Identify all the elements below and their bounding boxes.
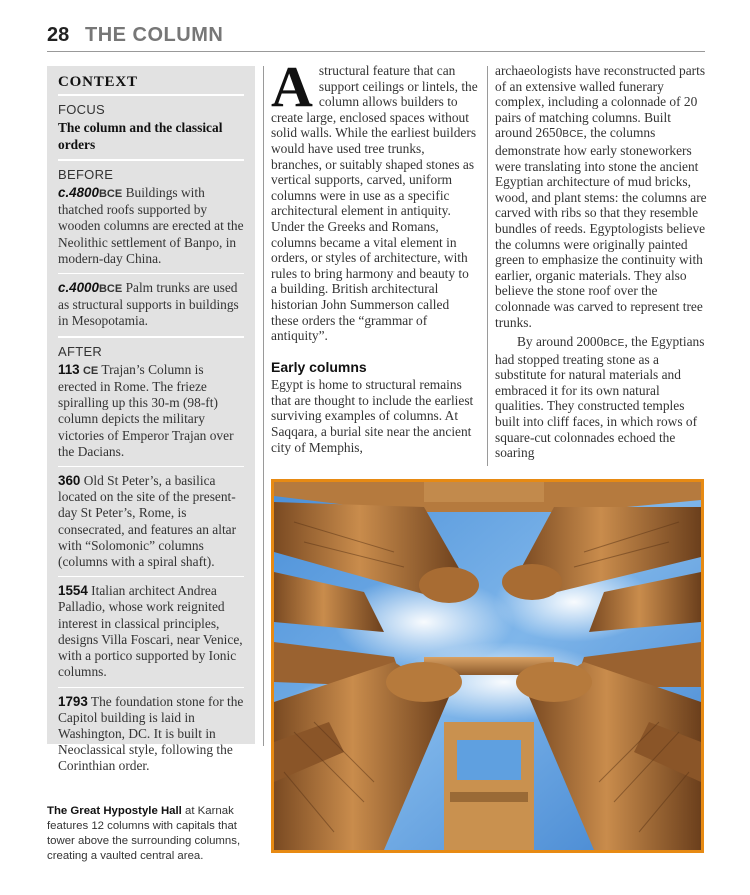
entry-era: CE [82,364,99,377]
columns-illustration [274,482,701,850]
chapter-title: THE COLUMN [85,24,224,46]
page-number: 28 [47,24,70,46]
focus-label: FOCUS [58,102,105,118]
page-header [47,24,705,52]
entry-year: 113 [58,361,80,377]
entry-era: BCE [98,188,123,201]
body-paragraph: archaeologists have reconstructed parts of an extensive walled funerary complex, including a colonnade of 20 pairs of matching columns. Built around 2650BCE, the columns demonstrate how early stoneworkers were translating into stone the ancient Egyptian architecture of mud bricks, wood, and plant stems: the columns are carved with ribs so that they resemble bundles of reeds. Egyptologists believe the columns were originally painted green to emphasize the continuity with earlier, organic materials. They also believe the stone roof over the colonnade was carved to represent tree trunks. [495,63,707,330]
entry-year: 1554 [58,583,88,599]
entry-year: c.4800 [58,185,99,201]
intro-paragraph: Astructural feature that can support ceilings or lintels, the column allows builders to create large, enclosed spaces without solid walls. While the earliest builders would have used tree trunks, branches, or suitably shaped stones as vertical supports, carved, uniform columns were in use as a specific architectural element in antiquity. Under the Greeks and Romans, columns became a vital element in orders, or styles of architecture, with rules to bring harmony and beauty to a building. British architectural historian John Summerson called these orders the “grammar of antiquity”. [271,54,478,344]
timeline-entry [58,280,244,338]
entry-text: Old St Peter’s, a basilica located on the site of the present-day St Peter’s, Rome, is consecrated, and features an altar with “Solomonic” columns (columns with a spiral shaft). [58,473,237,570]
entry-year: 360 [58,473,81,489]
entry-year: c.4000 [58,280,99,296]
column-divider [263,66,264,746]
timeline-entry [58,185,244,274]
body-paragraph: Egypt is home to structural remains that are thought to include the earliest surviving examples of columns. At Saqqara, a burial site near the ancient city of Memphis, [271,377,474,455]
timeline-entry [58,362,244,467]
entry-text: Trajan’s Column is erected in Rome. The frieze spiralling up this 30-m (98-ft) column depicts the military victories of Emperor Trajan over the Dacians. [58,361,234,459]
entry-era: BCE [98,283,123,296]
text-column-1 [271,54,478,455]
timeline-entry [58,694,244,781]
caption-title: The Great Hypostyle Hall [47,805,182,817]
hypostyle-hall-photo [271,479,704,853]
column-divider [487,66,488,466]
section-subheading: Early columns [271,358,367,375]
timeline-entry [58,473,244,577]
caption-text: at Karnak features 12 columns with capitals that tower above the surrounding columns, creating a vaulted central area. [47,805,241,862]
timeline-entry [58,583,244,687]
drop-cap: A [271,54,313,119]
entry-text: Italian architect Andrea Palladio, whose work reignited interest in classical principles, designs Villa Foscari, near Venice, with a portico supported by Ionic columns. [58,583,243,680]
focus-text: The column and the classical orders [58,120,244,160]
entry-text: Palm trunks are used as structural supports in buildings in Mesopotamia. [58,280,239,329]
before-label: BEFORE [58,166,114,182]
body-paragraph: By around 2000BCE, the Egyptians had stopped treating stone as a substitute for natural materials and embraced it for its own natural qualities. They constructed temples built into cliff faces, in which rows of square-cut colonnades echoed the soaring [495,334,705,461]
entry-year: 1793 [58,693,88,709]
entry-text: Buildings with thatched roofs supported by wooden columns are erected at the Neolithic settlement of Banpo, in modern-day China. [58,185,244,266]
text-column-2 [495,63,707,461]
photo-caption [47,804,262,864]
sidebar-heading: CONTEXT [58,74,244,96]
after-label: AFTER [58,343,103,359]
entry-text: The foundation stone for the Capitol building is laid in Washington, DC. It is built in Neoclassical style, following the Corinthian order. [58,693,244,774]
context-sidebar [47,66,255,774]
